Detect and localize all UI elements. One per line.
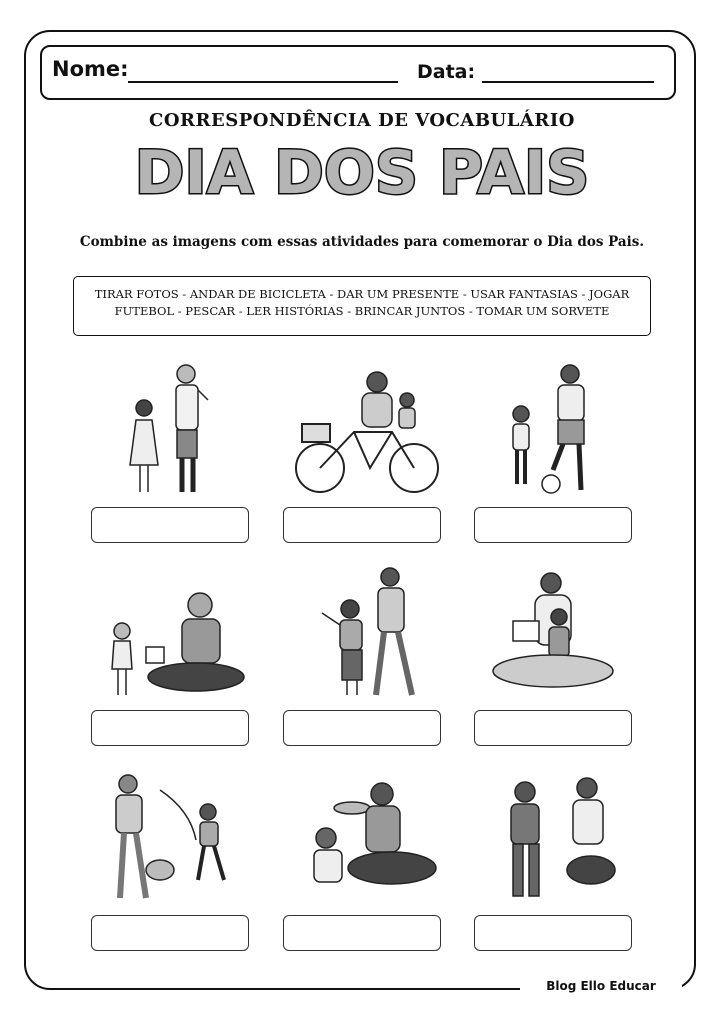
date-label: Data: [417, 61, 476, 83]
answer-box-4[interactable] [91, 710, 249, 746]
father-daughter-ice-cream-illustration [100, 360, 240, 500]
father-son-costumes-illustration [483, 770, 633, 910]
activity-cell-8 [282, 770, 462, 960]
name-date-box [40, 45, 676, 100]
name-label: Nome: [52, 57, 129, 81]
activity-cell-2 [282, 360, 462, 550]
answer-box-8[interactable] [283, 915, 441, 951]
word-bank [73, 276, 651, 336]
date-field[interactable] [482, 81, 654, 83]
daughter-gives-gift-illustration [100, 565, 250, 705]
worksheet-title [130, 138, 594, 208]
activity-cell-7 [90, 770, 270, 960]
father-son-soccer-illustration [483, 360, 623, 500]
answer-box-3[interactable] [474, 507, 632, 543]
answer-box-7[interactable] [91, 915, 249, 951]
activity-cell-9 [473, 770, 653, 960]
father-son-playing-illustration [292, 770, 442, 910]
answer-box-9[interactable] [474, 915, 632, 951]
answer-box-1[interactable] [91, 507, 249, 543]
word-bank-line-1: TIRAR FOTOS - ANDAR DE BICICLETA - DAR UM PRESENTE - USAR FANTASIAS - JOGAR [94, 287, 630, 301]
answer-box-6[interactable] [474, 710, 632, 746]
activity-cell-6 [473, 565, 653, 755]
answer-box-2[interactable] [283, 507, 441, 543]
activity-cell-4 [90, 565, 270, 755]
title-text: DIA DOS PAIS [134, 138, 590, 208]
activity-cell-1 [90, 360, 270, 550]
instruction-text: Combine as imagens com essas atividades para comemorar o Dia dos Pais. [79, 234, 645, 250]
father-son-bicycle-illustration [292, 360, 442, 500]
father-daughter-reading-illustration [483, 565, 633, 705]
father-son-fishing-illustration [100, 770, 250, 910]
name-field[interactable] [128, 81, 398, 83]
blog-credit: Blog Ello Educar [520, 975, 682, 997]
activity-cell-5 [282, 565, 462, 755]
answer-box-5[interactable] [283, 710, 441, 746]
worksheet-subtitle: CORRESPONDÊNCIA DE VOCABULÁRIO [149, 110, 575, 131]
word-bank-line-2: FUTEBOL - PESCAR - LER HISTÓRIAS - BRINCAR JUNTOS - TOMAR UM SORVETE [114, 304, 610, 318]
father-daughter-photo-illustration [292, 565, 442, 705]
activity-cell-3 [473, 360, 653, 550]
